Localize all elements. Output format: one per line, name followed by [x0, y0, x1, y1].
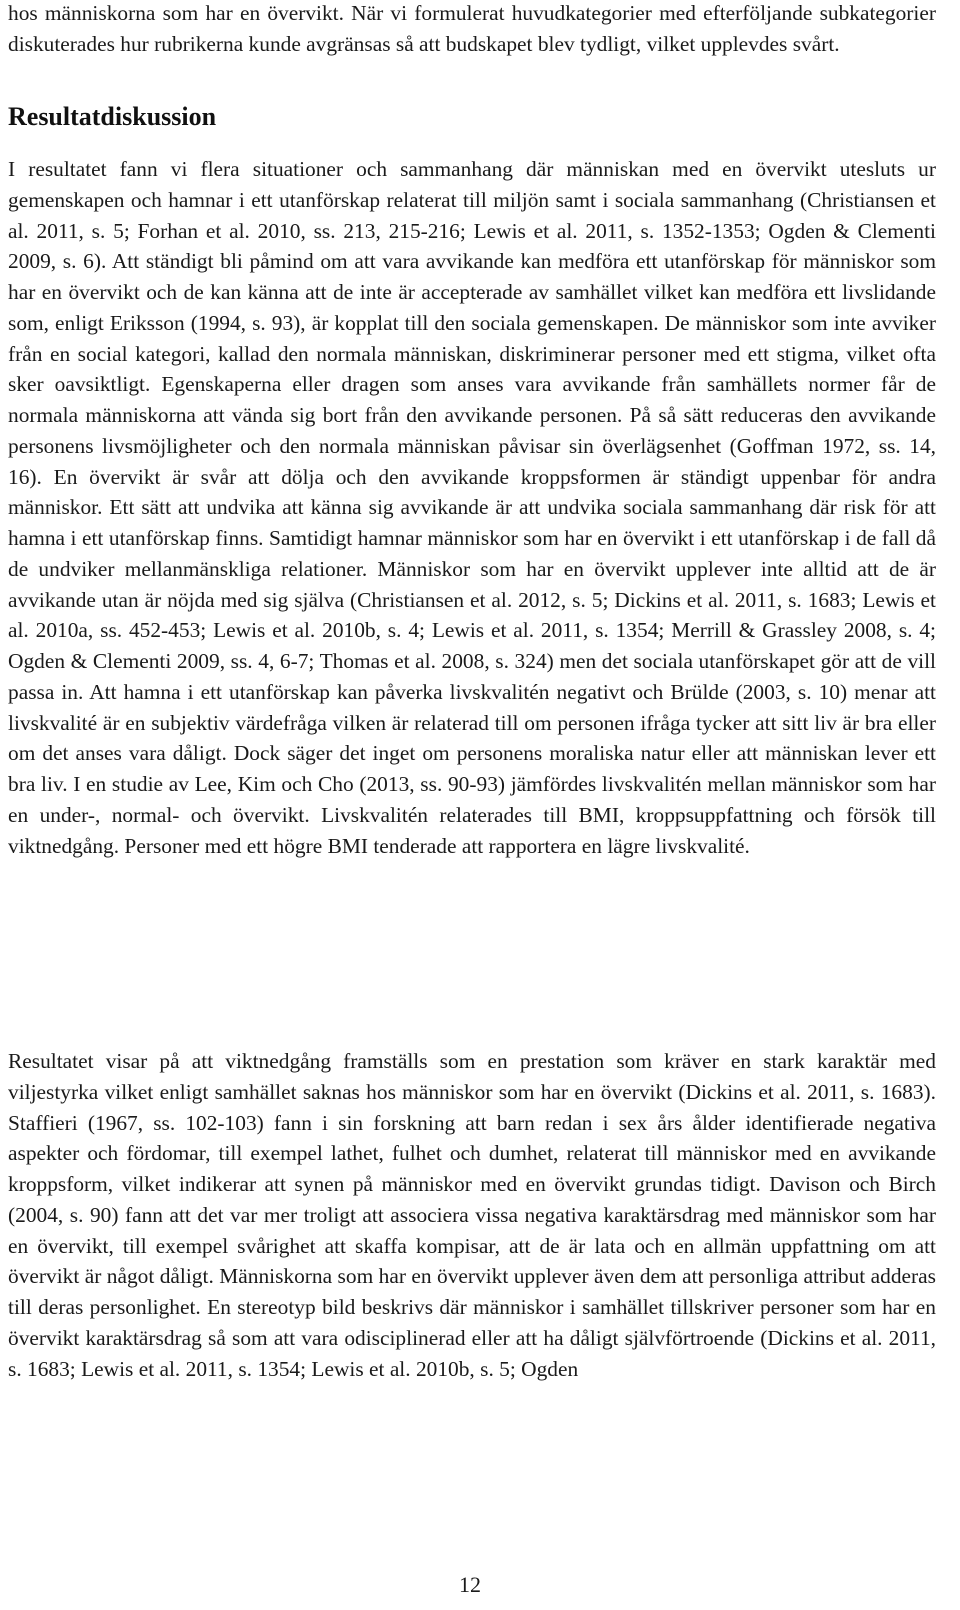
- page-number: 12: [459, 1572, 481, 1597]
- body-paragraph-2: Resultatet visar på att viktnedgång framställs som en prestation som kräver en stark karaktär med viljestyrka vilket enligt samhället saknas hos människor som har en övervikt (Dickins et al. 2011, s. 1683). Staffieri (1967, ss. 102-103) fann i sin forskning att barn redan i sex års ålder identifierade negativa aspekter och fördomar, till exempel lathet, fulhet och dumhet, relaterat till människor med en avvikande kroppsform, vilket indikerar att synen på människor med en övervikt grundas tidigt. Davison och Birch (2004, s. 90) fann att det var mer troligt att associera vissa negativa karaktärsdrag med människor som har en övervikt, till exempel svårighet att skaffa kompisar, att de är lata och en allmän uppfattning om att övervikt är något dåligt. Människorna som har en övervikt upplever även dem att personliga attribut adderas till deras personlighet. En stereotyp bild beskrivs där människor i samhället tillskriver personer som har en övervikt karaktärsdrag så som att vara odisciplinerad eller att ha dåligt självförtroende (Dickins et al. 2011, s. 1683; Lewis et al. 2011, s. 1354; Lewis et al. 2010b, s. 5; Ogden: [8, 1049, 936, 1381]
- section-heading: Resultatdiskussion: [8, 102, 217, 131]
- intro-paragraph: hos människorna som har en övervikt. När vi formulerat huvudkategorier med efterföljande subkategorier diskuterades hur rubrikerna kunde avgränsas så att budskapet blev tydligt, vilket upplevdes svårt.: [8, 1, 936, 56]
- body-paragraph-1: I resultatet fann vi flera situationer och sammanhang där människan med en övervikt utesluts ur gemenskapen och hamnar i ett utanförskap relaterat till miljön samt i sociala sammanhang (Christiansen et al. 2011, s. 5; Forhan et al. 2010, ss. 213, 215-216; Lewis et al. 2011, s. 1352-1353; Ogden & Clementi 2009, s. 6). Att ständigt bli påmind om att vara avvikande kan medföra ett utanförskap för människor som har en övervikt och de kan känna att de inte är accepterade av samhället vilket kan medföra ett livslidande som, enligt Eriksson (1994, s. 93), är kopplat till den sociala gemenskapen. De människor som inte avviker från en social kategori, kallad den normala människan, diskriminerar personer med ett stigma, vilket ofta sker oavsiktligt. Egenskaperna eller dragen som anses vara avvikande från samhällets normer får de normala människorna att vända sig bort från den avvikande personen. På så sätt reduceras den avvikande personens livsmöjligheter och den normala människan påvisar sin överlägsenhet (Goffman 1972, ss. 14, 16). En övervikt är svår att dölja och den avvikande kroppsformen är ständigt uppenbar för andra människor. Ett sätt att undvika att känna sig avvikande är att undvika sociala sammanhang där risk för att hamna i ett utanförskap finns. Samtidigt hamnar människor som har en övervikt i ett utanförskap i de fall då de undviker mellanmänskliga relationer. Människor som har en övervikt upplever inte alltid att de är avvikande utan är nöjda med sig själva (Christiansen et al. 2012, s. 5; Dickins et al. 2011, s. 1683; Lewis et al. 2010a, ss. 452-453; Lewis et al. 2010b, s. 4; Lewis et al. 2011, s. 1354; Merrill & Grassley 2008, s. 4; Ogden & Clementi 2009, ss. 4, 6-7; Thomas et al. 2008, s. 324) men det sociala utanförskapet gör att de vill passa in. Att hamna i ett utanförskap kan påverka livskvalitén negativt och Brülde (2003, s. 10) menar att livskvalité är en subjektiv värdefråga vilken är relaterad till om personen ifråga tycker att sitt liv är bra eller om det anses vara dåligt. Dock säger det inget om personens moraliska natur eller att människan lever ett bra liv. I en studie av Lee, Kim och Cho (2013, ss. 90-93) jämfördes livskvalitén mellan människor som har en under-, normal- och övervikt. Livskvalitén relaterades till BMI, kroppsuppfattning och försök till viktnedgång. Personer med ett högre BMI tenderade att rapportera en lägre livskvalité.: [8, 157, 936, 858]
